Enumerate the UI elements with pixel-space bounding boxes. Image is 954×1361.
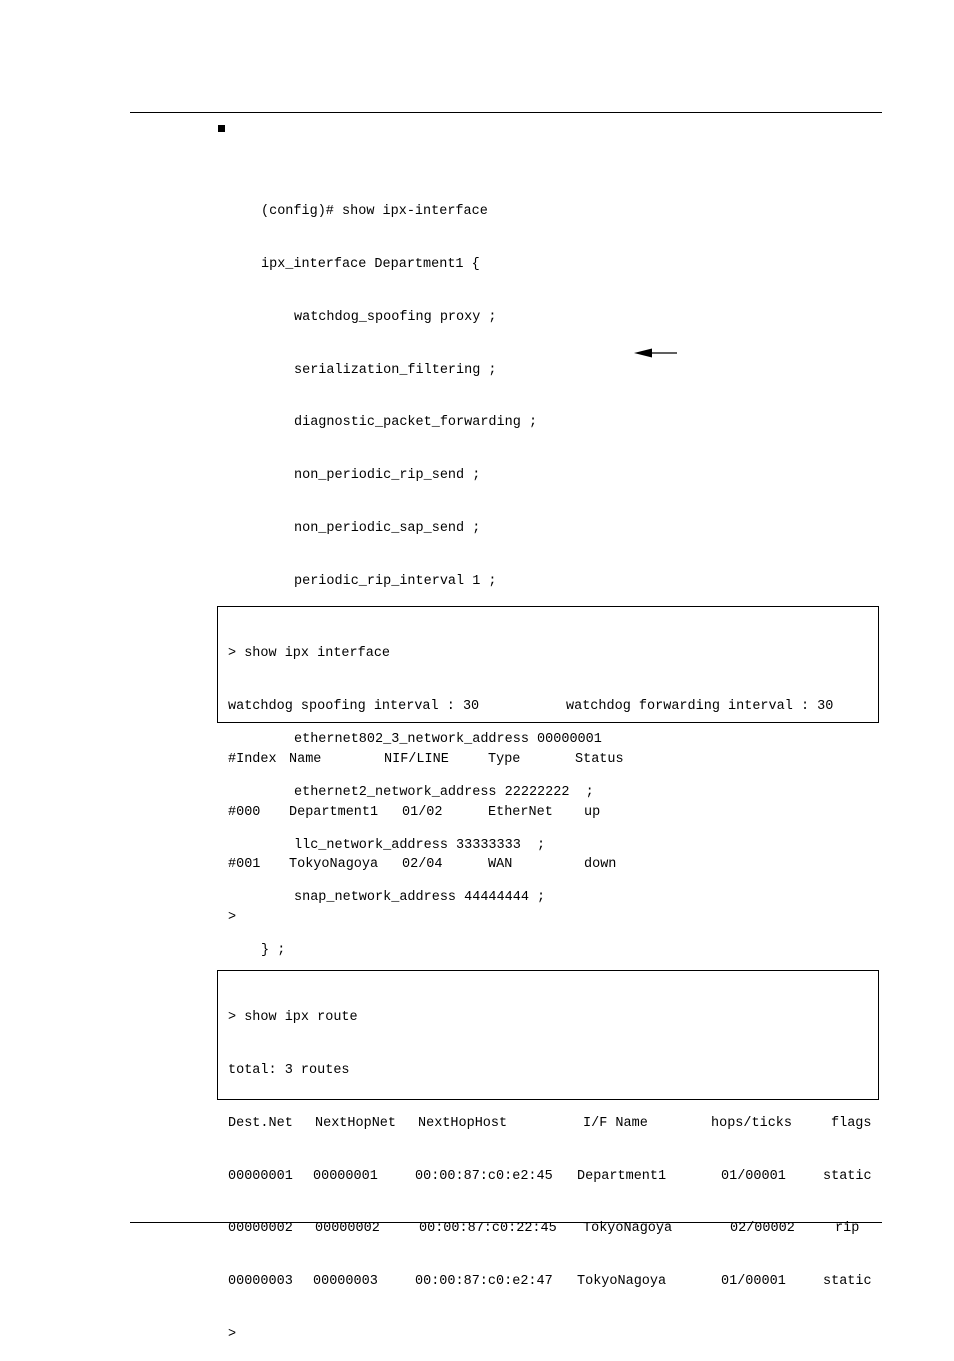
table-cell: Department1 <box>289 804 379 820</box>
table-header-row <box>228 751 878 769</box>
config-line: serialization_filtering ; <box>294 362 497 378</box>
config-line: non_periodic_sap_send ; <box>294 520 481 536</box>
table-cell: Department1 <box>577 1168 667 1184</box>
config-line-highlighted: ethernet802_3_network_address 00000001 <box>294 732 602 747</box>
table-cell: TokyoNagoya <box>289 857 379 873</box>
config-line: llc_network_address 33333333 ; <box>294 837 546 853</box>
config-line: } ; <box>261 943 286 959</box>
table-row <box>228 1168 878 1186</box>
column-header: Status <box>575 751 624 767</box>
table-cell: EtherNet <box>488 804 553 820</box>
table-row <box>228 804 878 822</box>
config-line: watchdog_spoofing proxy ; <box>294 309 497 325</box>
column-header: flags <box>831 1115 872 1131</box>
table-cell: 00000001 <box>228 1168 293 1184</box>
table-cell: TokyoNagoya <box>577 1274 667 1290</box>
column-header: NextHopNet <box>315 1115 397 1131</box>
table-cell: 00000003 <box>313 1274 378 1290</box>
table-cell: 00:00:87:c0:22:45 <box>419 1221 557 1237</box>
route-total-text: total: 3 routes <box>228 1062 350 1078</box>
prompt-line <box>228 909 878 927</box>
config-line: diagnostic_packet_forwarding ; <box>294 415 538 431</box>
section-bullet-icon <box>218 125 225 132</box>
config-line: snap_network_address 44444444 ; <box>294 890 546 906</box>
prompt-text: > <box>228 910 237 926</box>
column-header: NIF/LINE <box>384 751 449 767</box>
table-cell: rip <box>835 1221 860 1237</box>
column-header: hops/ticks <box>711 1115 793 1131</box>
table-cell: static <box>823 1168 872 1184</box>
table-row <box>228 1273 878 1291</box>
table-cell: 00000002 <box>228 1221 293 1237</box>
config-line: ipx_interface Department1 { <box>261 256 480 272</box>
column-header: I/F Name <box>583 1115 648 1131</box>
column-header: #Index <box>228 751 277 767</box>
table-header-row <box>228 1115 878 1133</box>
table-cell: 01/02 <box>402 804 443 820</box>
table-cell: #000 <box>228 804 261 820</box>
config-line: periodic_rip_interval 1 ; <box>294 573 497 589</box>
table-cell: WAN <box>488 857 513 873</box>
spoofing-interval-text: watchdog spoofing interval : 30 <box>228 698 480 714</box>
table-cell: 01/00001 <box>721 1274 786 1290</box>
table-cell: 02/00002 <box>730 1221 795 1237</box>
command-text: > show ipx interface <box>228 646 391 662</box>
column-header: NextHopHost <box>418 1115 508 1131</box>
config-line: ethernet2_network_address 22222222 ; <box>294 784 594 800</box>
table-cell: 00000003 <box>228 1274 293 1290</box>
command-text: > show ipx route <box>228 1010 358 1026</box>
column-header: Name <box>289 751 322 767</box>
column-header: Dest.Net <box>228 1115 293 1131</box>
table-cell: 00000001 <box>313 1168 378 1184</box>
table-cell: up <box>584 804 601 820</box>
command-line <box>228 1009 878 1027</box>
table-cell: static <box>823 1274 872 1290</box>
footer-rule <box>130 1222 882 1223</box>
command-line <box>228 645 878 663</box>
column-header: Type <box>488 751 521 767</box>
watchdog-line <box>228 698 878 716</box>
table-cell: TokyoNagoya <box>583 1221 673 1237</box>
prompt-line <box>228 1326 878 1344</box>
table-cell: 00:00:87:c0:e2:45 <box>415 1168 553 1184</box>
table-cell: #001 <box>228 857 261 873</box>
pointer-arrow-icon <box>634 347 678 359</box>
table-cell: 02/04 <box>402 857 443 873</box>
header-rule <box>130 112 882 113</box>
table-row <box>228 856 878 874</box>
table-cell: down <box>584 857 617 873</box>
prompt-text: > <box>228 1326 237 1342</box>
config-line: non_periodic_rip_send ; <box>294 468 481 484</box>
forwarding-interval-text: watchdog forwarding interval : 30 <box>566 698 834 714</box>
route-terminal-box <box>217 970 879 1342</box>
config-line: (config)# show ipx-interface <box>261 204 488 220</box>
table-cell: 00:00:87:c0:e2:47 <box>415 1274 553 1290</box>
table-cell: 01/00001 <box>721 1168 786 1184</box>
table-cell: 00000002 <box>315 1221 380 1237</box>
route-total-line <box>228 1062 878 1080</box>
